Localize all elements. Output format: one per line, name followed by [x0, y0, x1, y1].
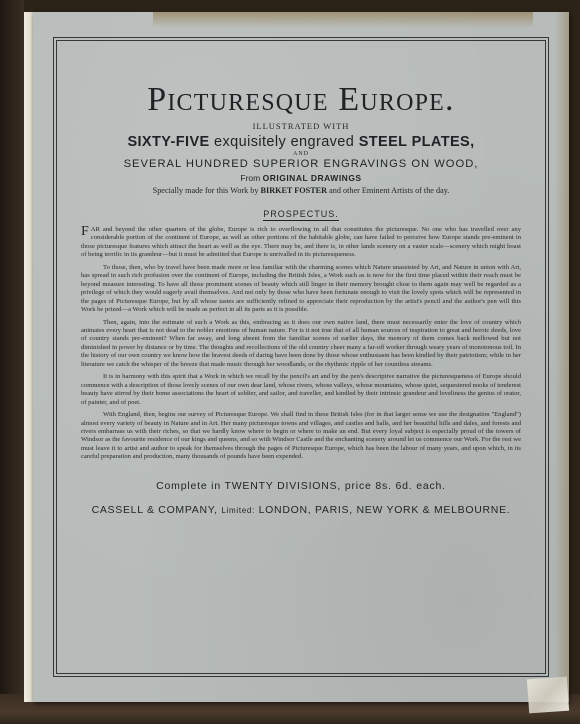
publisher-name: CASSELL & COMPANY,	[91, 503, 218, 516]
specially-made-line	[63, 186, 539, 195]
complete-prefix: Complete in	[156, 479, 221, 492]
publisher-cities: LONDON, PARIS, NEW YORK & MELBOURNE.	[258, 503, 511, 516]
publisher-line	[63, 504, 539, 516]
prospectus-heading	[63, 209, 539, 219]
drop-cap: F	[81, 224, 89, 239]
cover-content	[63, 46, 539, 516]
twenty-divisions: TWENTY DIVISIONS,	[224, 479, 342, 492]
paragraph-3: Then, again, into the estimate of such a Work as this, embracing as it does our own native land, there must necessarily enter the love of country which animates every heart that is not dead to the nobler emotions of human nature. For is it not true that of all human sources of inspiration to great and heroic deeds, love of country stands pre-eminent? When far away, and long absent from the familiar scenes of earlier days, the memory of them comes back mellowed but not diminished in power by distance or by time. The thoughts and recollections of the old country cheer many a far-off worker through weary years of monotonous toil. In the history of our own country we know how the bravest deeds of daring have been done by those whose enthusiasm has been kindled by their patriotism; while in her literature we catch the whisper of the breeze that made music through her woodlands, or the rhythmic ripple of her countless streams.	[81, 318, 521, 368]
stain-right	[555, 12, 569, 702]
exquisitely-engraved: exquisitely engraved	[214, 134, 355, 150]
steel-plates: STEEL PLATES,	[358, 134, 475, 150]
sixty-five: SIXTY-FIVE	[127, 134, 210, 150]
steel-plates-line	[63, 134, 539, 150]
special-suffix: and other Eminent Artists of the day.	[329, 186, 450, 195]
original-drawings: ORIGINAL DRAWINGS	[262, 173, 362, 183]
special-prefix: Specially made for this Work by	[152, 186, 259, 195]
artist-name: BIRKET FOSTER	[260, 186, 328, 195]
stain-top	[153, 12, 533, 28]
and-line: AND	[293, 151, 309, 157]
paragraph-4: It is in harmony with this spirit that a Work in which we recall by the pencil's art and by the pen's descriptive narrative the picturesqueness of Europe should commence with a description of those lovely scenes of our own dear land, whose rivers, whose valleys, whose mountains, whose quiet, sequestered nooks of tenderest beauty have stirred by their home associations the heart of soldier, and sailor, and traveller, and kindled by their intrinsic grandeur and loveliness the genius of orator, of painter, and of poet.	[81, 373, 521, 406]
paragraph-5: With England, then, begins our survey of Picturesque Europe. We shall find in these British Isles (for in that larger sense we use the designation "England") almost every variety of beauty in Nature and in Art. Her many picturesque towns and villages, and castles and halls, and her beautiful hills and dales, and forests and rivers embarrass us with their riches, so that we hardly know where to begin or where to make an end. But every loyal subject is especially proud of the towers of Windsor as the favourite residence of our kings and queens, and so with Windsor Castle and the enchanting scenery around let us commence our Work. For the rest we must leave it to artist and author to speak for themselves through the pages of Picturesque Europe, which has been the labour of many years, and upon which, in its careful preparation and production, many thousands of pounds have been expended.	[81, 411, 521, 461]
paragraph-2: To those, then, who by travel have been made more or less familiar with the charming scenes which Nature unassisted by Art, and Nature in union with Art, has spread in such rich profusion over the continent of Europe, including the British Isles, a Work such as is now for the first time placed within their reach must be beyond measure interesting. To have all those prominent scenes of beauty which still linger in their memory brought close to them again may well be regarded as a privilege of which they would eagerly avail themselves. And not only by those who have been fortunate enough to visit the lovely spots which will be represented in the pages of Picturesque Europe, but by all whose tastes are sufficiently refined to appreciate their reproduction by the artist's pencil and the author's pen will this Work be prized—a Work which will be made as perfect in all its parts as it is possible.	[81, 263, 521, 314]
page-title: Picturesque Europe.	[147, 81, 455, 118]
publisher-limited: Limited:	[221, 505, 256, 515]
paragraph-1	[81, 219, 521, 260]
divisions-line	[63, 480, 539, 492]
tape-patch	[527, 677, 569, 714]
background-left	[0, 0, 24, 724]
wood-engravings-line: SEVERAL HUNDRED SUPERIOR ENGRAVINGS ON WOOD,	[123, 158, 479, 170]
back-cover	[33, 12, 569, 702]
original-drawings-line	[63, 173, 539, 183]
prospectus-heading-text: PROSPECTUS.	[263, 209, 339, 219]
illustrated-with: ILLUSTRATED WITH	[252, 121, 350, 131]
from-prefix: From	[240, 173, 261, 183]
price: price 8s. 6d. each.	[344, 479, 446, 492]
paragraph-1-text: AR and beyond the other quarters of the globe, Europe is rich to overflowing in all that constitutes the picturesque. No one who has travelled over any considerable portion of the continent of Europe, as well as other portions of the habitable globe, can have failed to perceive how Europe stands pre-eminent in those picturesque features which attract the heart as well as the eye. There may be, and there is, in other lands scenery on a vaster scale—scenery which might boast of being terrific in its grandeur—but it must be admitted that Europe is unrivalled in its picturesqueness.	[81, 226, 521, 259]
